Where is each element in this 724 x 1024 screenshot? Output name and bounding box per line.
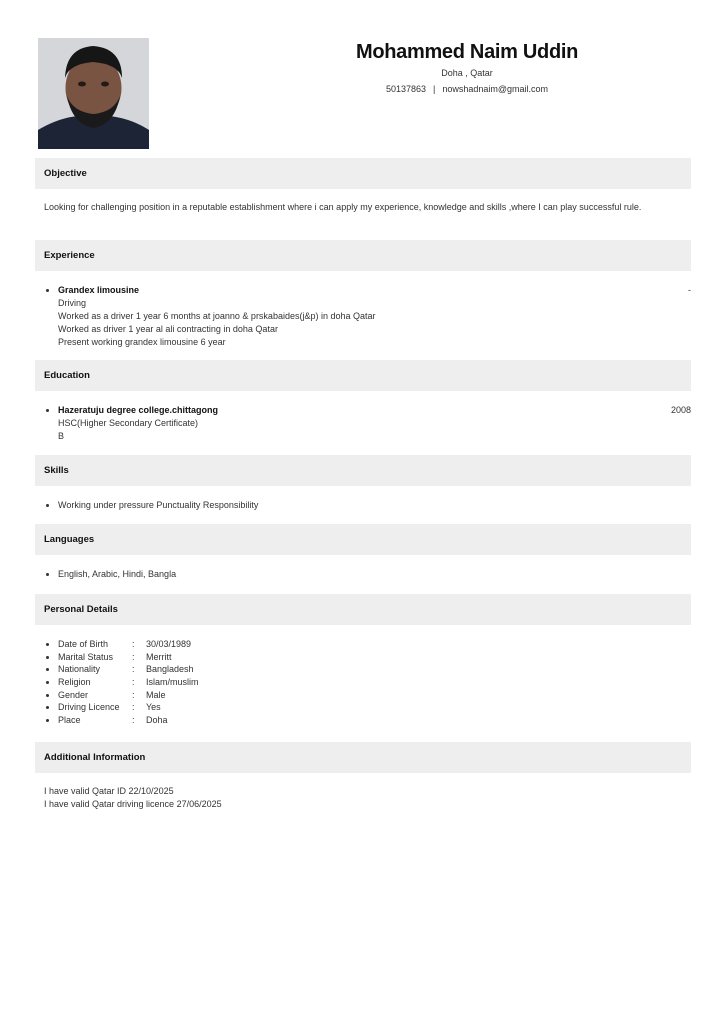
personal-details-list — [44, 638, 691, 727]
detail-colon: : — [132, 677, 135, 688]
education-entry — [44, 404, 691, 443]
objective-text: Looking for challenging position in a reputable establishment where i can apply my experience, knowledge and skills ,where I can play successful rule. — [44, 202, 642, 212]
experience-entry — [44, 284, 691, 349]
detail-label: Place — [58, 715, 81, 726]
detail-value: Islam/muslim — [146, 677, 199, 688]
section-title-personal-details: Personal Details — [35, 594, 691, 625]
person-portrait-icon — [38, 38, 149, 149]
detail-value: 30/03/1989 — [146, 639, 192, 649]
job-line: Worked as a driver 1 year 6 months at joanno & prskabaides(j&p) in doha Qatar — [58, 311, 376, 321]
detail-label: Marital Status — [58, 651, 114, 662]
grade: B — [58, 431, 65, 441]
candidate-name: Mohammed Naim Uddin — [355, 41, 579, 63]
detail-value: Bangladesh — [146, 664, 194, 675]
section-title-education: Education — [35, 360, 691, 391]
additional-line: I have valid Qatar ID 22/10/2025 — [44, 786, 174, 796]
skills-list — [44, 499, 691, 512]
contact-separator: | — [433, 84, 436, 94]
list-item — [44, 663, 691, 676]
detail-colon: : — [132, 651, 135, 662]
experience-details — [44, 297, 691, 349]
detail-label: Driving Licence — [58, 702, 120, 713]
languages-list — [44, 568, 691, 581]
list-item — [44, 689, 691, 702]
resume-header — [170, 40, 694, 94]
job-role: Driving — [58, 298, 87, 308]
detail-label: Religion — [58, 677, 91, 688]
list-item: Working under pressure Punctuality Responsibility — [44, 499, 691, 512]
section-title-skills: Skills — [35, 455, 691, 486]
detail-label: Gender — [58, 689, 89, 700]
section-title-languages: Languages — [35, 524, 691, 555]
experience-date: - — [688, 285, 691, 295]
detail-colon: : — [132, 689, 135, 700]
detail-value: Doha — [146, 715, 168, 726]
job-line: Worked as driver 1 year al ali contracting in doha Qatar — [58, 324, 278, 334]
candidate-location: Doha , Qatar — [441, 68, 493, 78]
section-title-additional-information: Additional Information — [35, 742, 691, 773]
phone-number[interactable]: 50137863 — [385, 84, 426, 94]
education-details — [44, 417, 691, 443]
detail-colon: : — [132, 715, 135, 726]
job-line: Present working grandex limousine 6 year — [58, 337, 226, 347]
list-item — [44, 676, 691, 689]
list-item — [44, 638, 691, 651]
company-name: Grandex limousine — [58, 285, 140, 295]
institution-name: Hazeratuju degree college.chittagong — [58, 405, 219, 415]
additional-line: I have valid Qatar driving licence 27/06/2025 — [44, 799, 222, 809]
detail-colon: : — [132, 664, 135, 675]
list-item — [44, 714, 691, 727]
detail-value: Male — [146, 689, 166, 700]
list-item — [44, 651, 691, 664]
list-item: English, Arabic, Hindi, Bangla — [44, 568, 691, 581]
detail-colon: : — [132, 702, 135, 713]
section-title-experience: Experience — [35, 240, 691, 271]
email-address[interactable]: nowshadnaim@gmail.com — [442, 84, 549, 94]
detail-label: Date of Birth — [58, 639, 109, 649]
list-item — [44, 404, 691, 417]
detail-colon: : — [132, 639, 135, 649]
education-year: 2008 — [670, 405, 691, 415]
contact-line — [240, 84, 694, 94]
degree-name: HSC(Higher Secondary Certificate) — [58, 418, 199, 428]
list-item — [44, 701, 691, 714]
profile-photo — [38, 38, 149, 149]
detail-value: Merritt — [146, 651, 172, 662]
list-item — [44, 284, 691, 297]
detail-label: Nationality — [58, 664, 101, 675]
detail-value: Yes — [146, 702, 161, 713]
additional-info — [44, 785, 691, 811]
section-title-objective: Objective — [35, 158, 691, 189]
